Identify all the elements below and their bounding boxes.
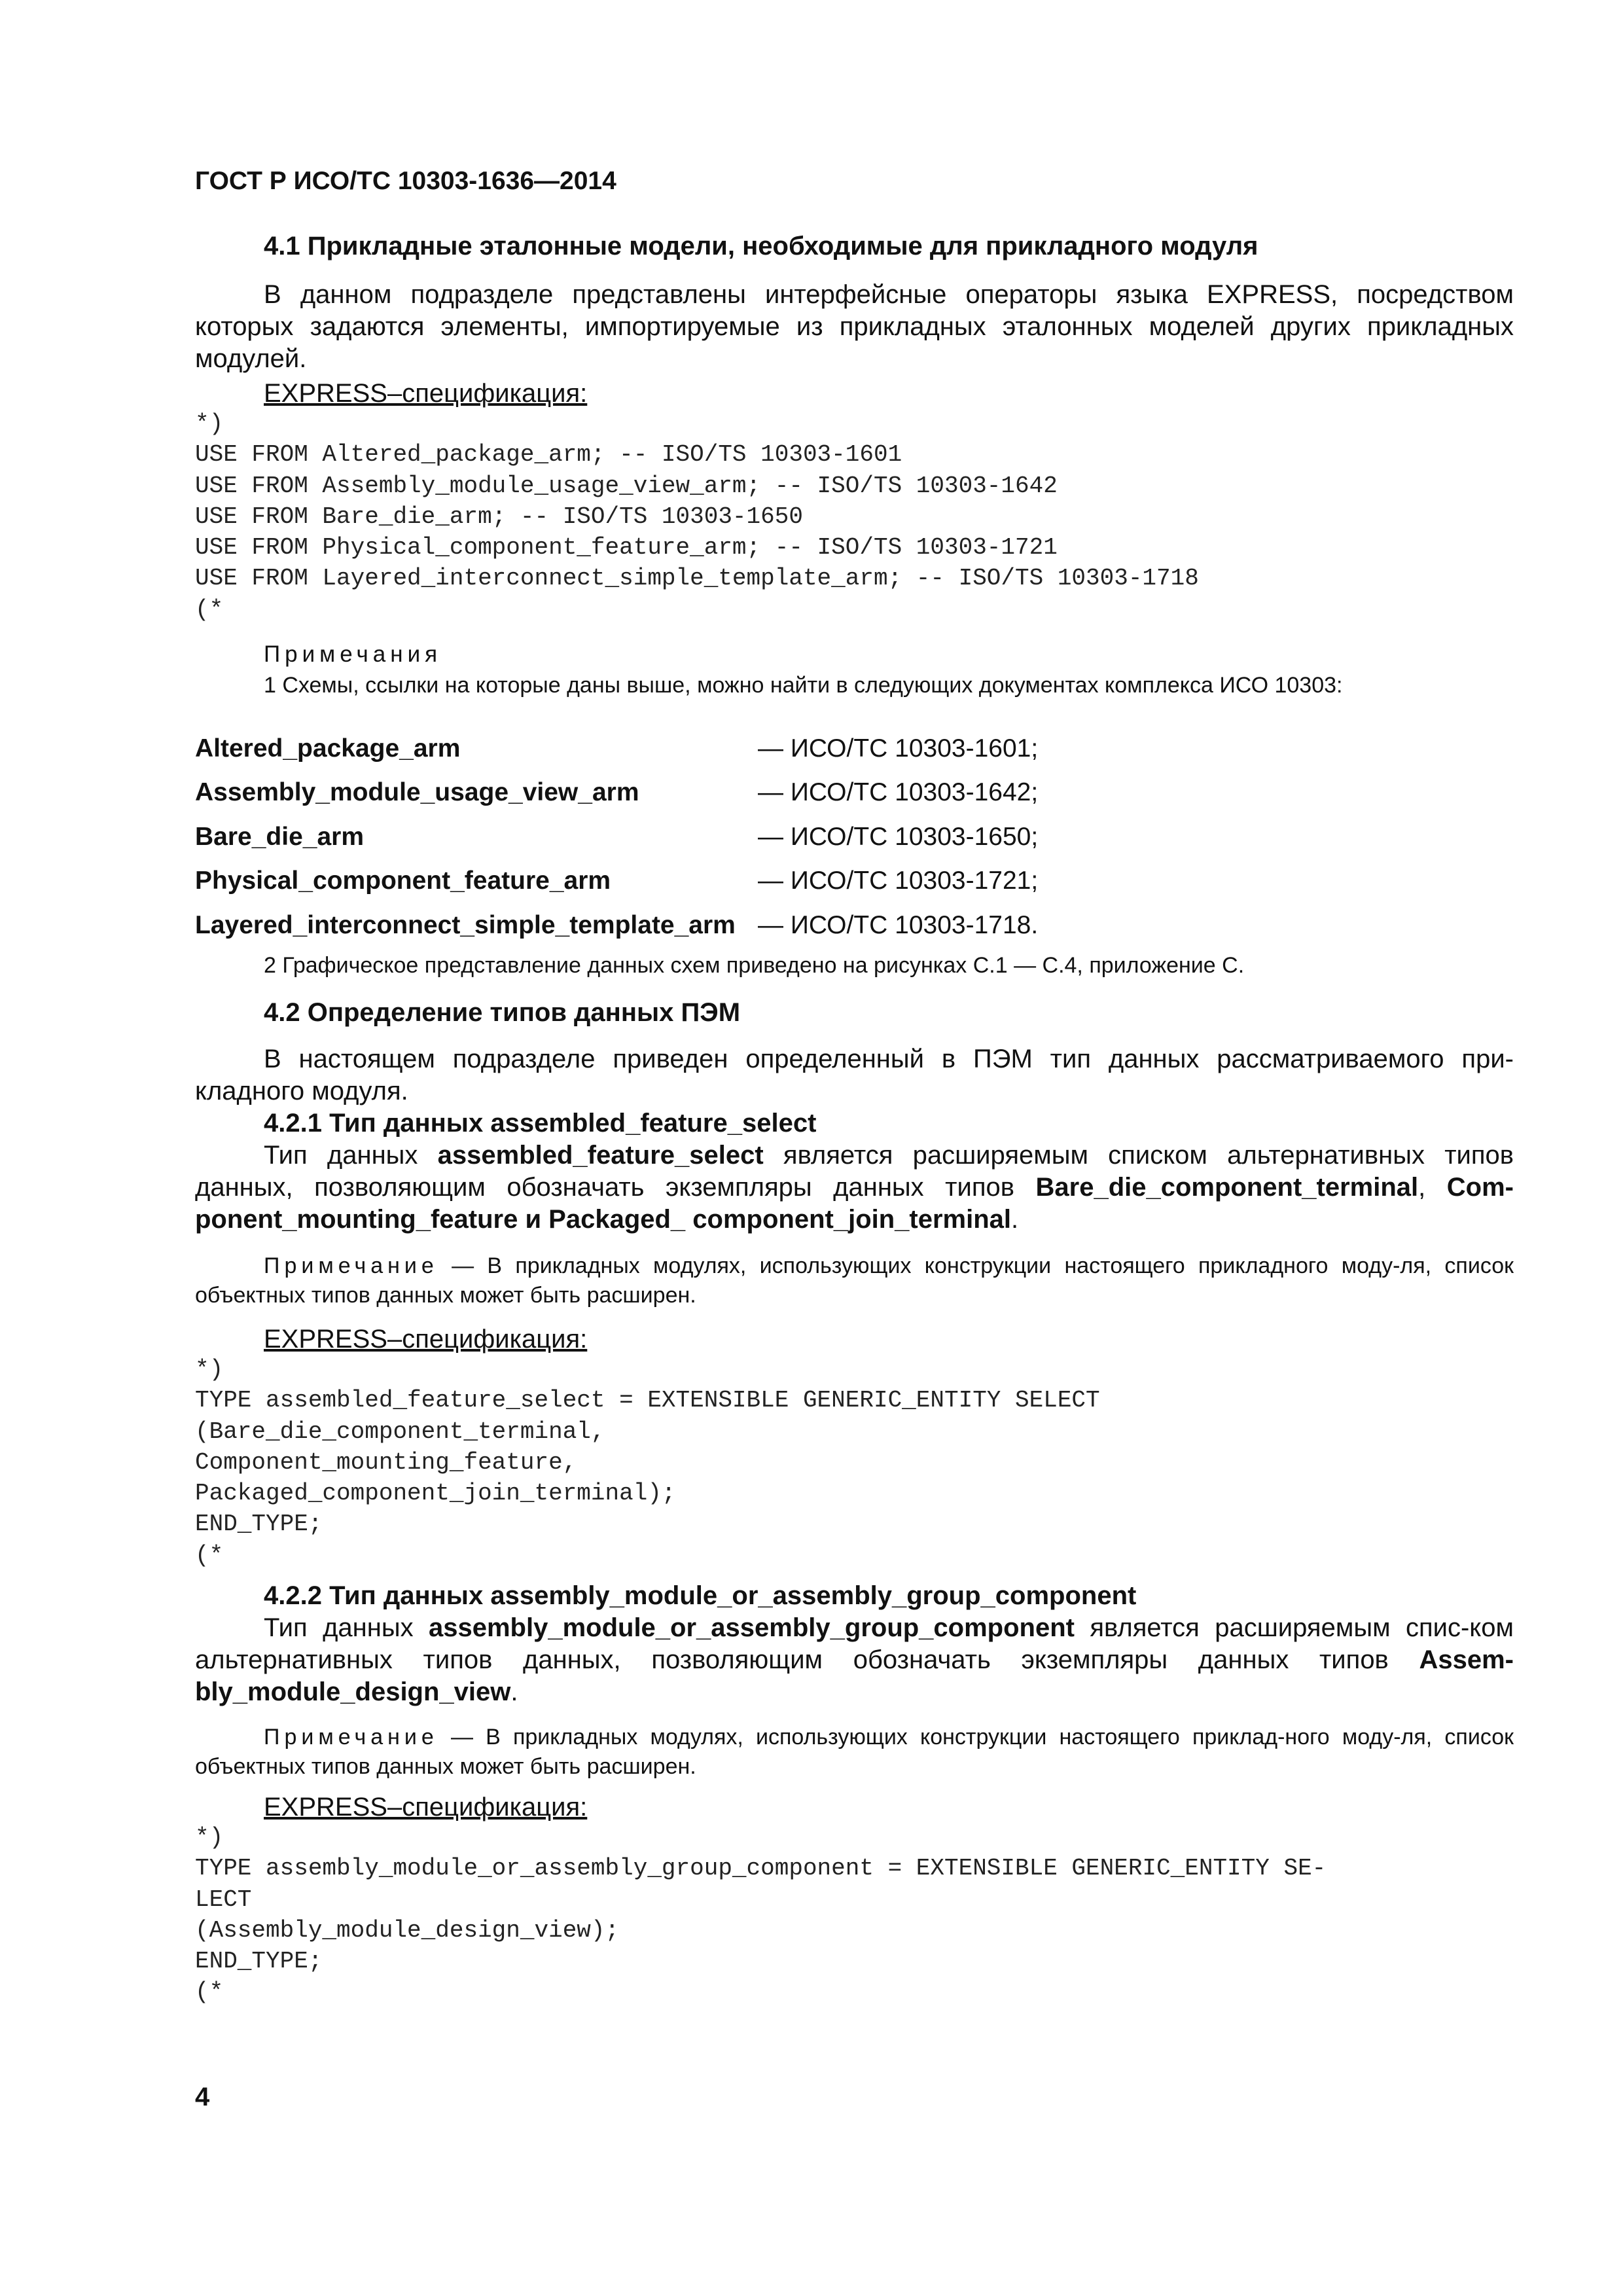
type-name-bold: assembly_module_or_assembly_group_component: [428, 1613, 1075, 1642]
note-label: Примечание: [264, 1253, 438, 1278]
code-line: Component_mounting_feature,: [195, 1448, 577, 1476]
express-code-block-2: [195, 1354, 1514, 1571]
text-run: .: [510, 1677, 518, 1706]
document-header: ГОСТ Р ИСО/ТС 10303-1636—2014: [195, 167, 616, 195]
code-line: (*: [195, 596, 224, 623]
schema-ref: — ИСО/ТС 10303-1721;: [758, 867, 1039, 895]
code-line: END_TYPE;: [195, 1948, 323, 1975]
express-spec-label-3: EXPRESS–спецификация:: [264, 1793, 588, 1821]
section-4-2-1-paragraph: [195, 1139, 1514, 1236]
code-line: (Bare_die_component_terminal,: [195, 1418, 605, 1445]
express-code-block-1: [195, 408, 1514, 625]
table-row: [195, 859, 1038, 904]
text-run: ,: [1418, 1173, 1447, 1202]
schema-ref: — ИСО/ТС 10303-1718.: [758, 910, 1039, 939]
section-4-2-1-title: 4.2.1 Тип данных assembled_feature_select: [264, 1109, 817, 1138]
code-line: USE FROM Bare_die_arm; -- ISO/TS 10303-1650: [195, 503, 803, 530]
table-row: [195, 903, 1038, 948]
text-run: .: [1011, 1205, 1019, 1234]
table-row: [195, 815, 1038, 859]
section-4-2-2-title: 4.2.2 Тип данных assembly_module_or_assembly_group_component: [264, 1581, 1137, 1610]
schema-ref: — ИСО/ТС 10303-1650;: [758, 822, 1039, 851]
note-4-2-2: [195, 1723, 1514, 1782]
note-label: Примечание: [264, 1725, 438, 1749]
text-run: Тип данных: [264, 1141, 438, 1170]
section-4-1-paragraph: В данном подразделе представлены интерфейсные операторы языка EXPRESS, посредством которых задаются элементы, импортируемые из прикладных эталонных моделей других прикладных модулей.: [195, 280, 1514, 373]
code-line: TYPE assembly_module_or_assembly_group_component = EXTENSIBLE GENERIC_ENTITY SE-: [195, 1855, 1327, 1882]
note-1: 1 Схемы, ссылки на которые даны выше, можно найти в следующих документах комплекса ИСО 10303:: [264, 673, 1343, 698]
text-run: является расширяемым списком альтернативных типов данных, позволяющим обозначать экземпляры данных типов: [195, 1141, 1514, 1202]
code-line: TYPE assembled_feature_select = EXTENSIBLE GENERIC_ENTITY SELECT: [195, 1387, 1100, 1414]
section-4-2-2-paragraph: [195, 1612, 1514, 1708]
section-4-1-title: 4.1 Прикладные эталонные модели, необходимые для прикладного модуля: [264, 232, 1258, 260]
code-line: END_TYPE;: [195, 1511, 323, 1538]
text-run: Тип данных: [264, 1613, 429, 1642]
code-line: Packaged_component_join_terminal);: [195, 1480, 676, 1507]
schema-name: Assembly_module_usage_view_arm: [195, 778, 639, 807]
note-text: — В прикладных модулях, использующих конструкции настоящего прикладного моду-ля, список объектных типов данных может быть расширен.: [195, 1253, 1514, 1308]
express-spec-label-2: EXPRESS–спецификация:: [264, 1325, 588, 1354]
code-line: USE FROM Layered_interconnect_simple_template_arm; -- ISO/TS 10303-1718: [195, 565, 1199, 592]
code-line: (*: [195, 1541, 224, 1569]
note-4-2-1: [195, 1251, 1514, 1310]
section-4-2-paragraph: В настоящем подразделе приведен определенный в ПЭМ тип данных рассматриваемого при-кладного модуля.: [195, 1045, 1514, 1105]
note-text: — В прикладных модулях, использующих конструкции настоящего приклад-ного моду-ля, список объектных типов данных может быть расширен.: [195, 1725, 1514, 1779]
page-number: 4: [195, 2083, 210, 2111]
type-name-bold: Com-ponent_mounting_feature и Packaged_ component_join_terminal: [195, 1173, 1514, 1234]
schema-name: Physical_component_feature_arm: [195, 867, 611, 895]
code-line: *): [195, 410, 224, 437]
table-row: [195, 771, 1038, 816]
text-run: является расширяемым спис-ком альтернативных типов данных, позволяющим обозначать экземпляры данных типов: [195, 1613, 1514, 1674]
section-4-2-title: 4.2 Определение типов данных ПЭМ: [264, 998, 741, 1027]
type-name-bold: Assem-bly_module_design_view: [195, 1645, 1514, 1706]
code-line: *): [195, 1356, 224, 1383]
code-line: LECT: [195, 1886, 252, 1913]
schema-name: Layered_interconnect_simple_template_arm: [195, 910, 736, 939]
code-line: USE FROM Physical_component_feature_arm; -- ISO/TS 10303-1721: [195, 534, 1058, 562]
code-line: USE FROM Assembly_module_usage_view_arm; -- ISO/TS 10303-1642: [195, 472, 1058, 499]
schema-name: Bare_die_arm: [195, 822, 364, 851]
schema-name: Altered_package_arm: [195, 734, 461, 762]
code-line: *): [195, 1824, 224, 1851]
type-name-bold: Bare_die_component_terminal: [1035, 1173, 1419, 1202]
schema-reference-table: [195, 726, 1038, 948]
code-line: USE FROM Altered_package_arm; -- ISO/TS 10303-1601: [195, 441, 902, 469]
table-row: [195, 726, 1038, 771]
code-line: (*: [195, 1979, 224, 2006]
express-spec-label-1: EXPRESS–спецификация:: [264, 379, 588, 408]
notes-title: Примечания: [264, 641, 442, 667]
code-line: (Assembly_module_design_view);: [195, 1916, 620, 1944]
schema-ref: — ИСО/ТС 10303-1642;: [758, 778, 1039, 807]
express-code-block-3: [195, 1822, 1514, 2008]
schema-ref: — ИСО/ТС 10303-1601;: [758, 734, 1039, 762]
type-name-bold: assembled_feature_select: [437, 1141, 764, 1170]
note-2: 2 Графическое представление данных схем приведено на рисунках С.1 — С.4, приложение С.: [264, 953, 1245, 978]
